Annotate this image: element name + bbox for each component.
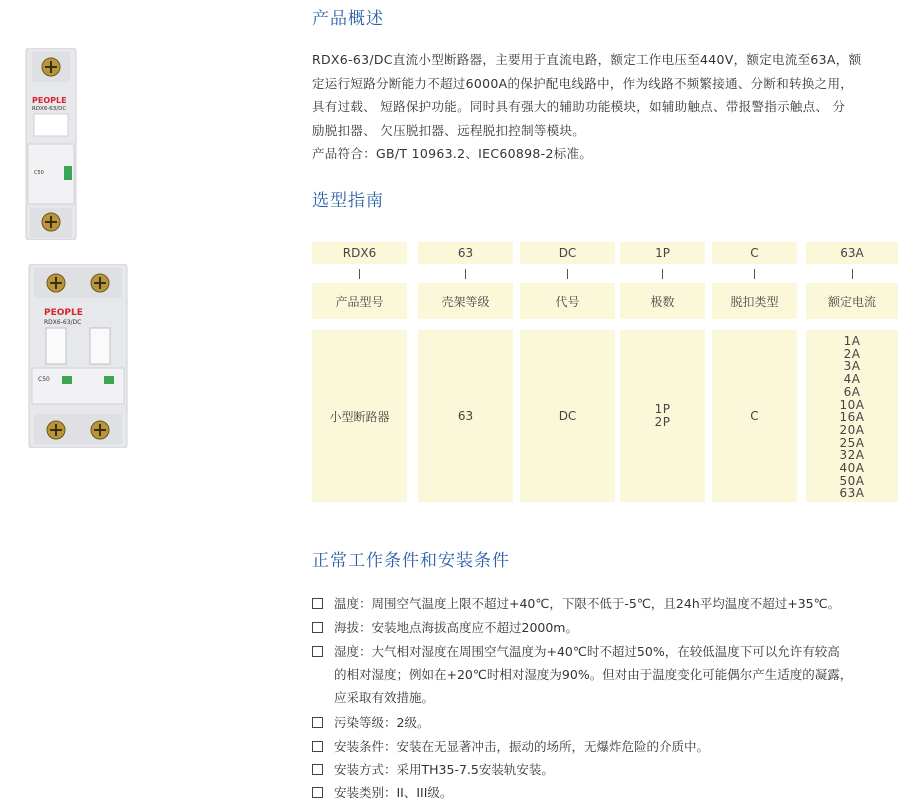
current-option: 1A xyxy=(843,334,861,348)
current-option: 25A xyxy=(839,435,865,450)
condition-line: 的相对湿度；例如在+20℃时相对湿度为90%。但对由于温度变化可能偶尔产生适度的凝露， xyxy=(334,667,853,682)
connector-line xyxy=(465,269,466,279)
overview-line: 励脱扣器、 欠压脱扣器、远程脱扣控制等模块。 xyxy=(312,122,586,138)
overview-text xyxy=(312,48,912,166)
label-cell-current: 额定电流 xyxy=(806,283,898,319)
current-option: 32A xyxy=(839,448,865,463)
breaker-2p-drawing xyxy=(28,264,128,448)
pole-option: 2P xyxy=(654,415,671,429)
current-option: 6A xyxy=(843,384,861,399)
current-option: 20A xyxy=(839,422,865,437)
checkbox-icon xyxy=(312,622,323,633)
current-option: 4A xyxy=(843,372,861,387)
value-cell-frame: 63 xyxy=(418,330,513,502)
label-cell-model: 产品型号 xyxy=(312,283,407,319)
brand-logo: PEOPLE xyxy=(32,96,67,105)
current-option: 10A xyxy=(839,397,865,412)
connector-line xyxy=(852,269,853,279)
current-option: 63A xyxy=(839,486,865,501)
checkbox-icon xyxy=(312,764,323,775)
connector-line xyxy=(754,269,755,279)
rating-label: C50 xyxy=(34,170,44,176)
condition-text: 海拔：安装地点海拔高度应不超过2000m。 xyxy=(334,620,578,635)
code-cell-poles: 1P xyxy=(620,242,705,264)
checkbox-icon xyxy=(312,787,323,798)
value-cell-code: DC xyxy=(520,330,615,502)
rating-label: C50 xyxy=(38,376,50,383)
condition-text: 温度：周围空气温度上限不超过+40℃，下限不低于-5℃，且24h平均温度不超过+35℃。 xyxy=(334,596,841,611)
label-cell-code: 代号 xyxy=(520,283,615,319)
current-option: 3A xyxy=(843,359,861,374)
connector-line xyxy=(359,269,360,279)
code-cell-model: RDX6 xyxy=(312,242,407,264)
checkbox-icon xyxy=(312,717,323,728)
product-image-2p xyxy=(28,264,128,448)
code-cell-code: DC xyxy=(520,242,615,264)
brand-logo: PEOPLE xyxy=(44,308,83,318)
connector-line xyxy=(567,269,568,279)
code-cell-frame: 63 xyxy=(418,242,513,264)
overview-line: 具有过载、 短路保护功能。同时具有强大的辅助功能模块，如辅助触点、带报警指示触点、 分 xyxy=(312,99,846,114)
condition-text: 安装类别：II、III级。 xyxy=(334,785,453,800)
overview-line: 产品符合：GB/T 10963.2、IEC60898-2标准。 xyxy=(312,146,593,161)
condition-text: 安装方式：采用TH35-7.5安装轨安装。 xyxy=(334,762,554,777)
label-cell-poles: 极数 xyxy=(620,283,705,319)
value-cell-model: 小型断路器 xyxy=(312,330,407,502)
breaker-1p-drawing xyxy=(24,48,78,240)
conditions-heading: 正常工作条件和安装条件 xyxy=(312,551,510,571)
product-image-1p xyxy=(24,48,78,240)
condition-line: 湿度：大气相对湿度在周围空气温度为+40℃时不超过50%，在较低温度下可以允许有较高 xyxy=(334,644,840,659)
checkbox-icon xyxy=(312,741,323,752)
condition-text: 污染等级：2级。 xyxy=(334,715,430,730)
model-label: RDX6-63/DC xyxy=(44,319,82,326)
overview-line: 定运行短路分断能力不超过6000A的保护配电线路中，作为线路不频繁接通、分断和转换之用， xyxy=(312,75,854,91)
overview-line: RDX6-63/DC直流小型断路器，主要用于直流电路，额定工作电压至440V，额定电流至63A，额 xyxy=(312,52,862,67)
current-option: 16A xyxy=(839,410,865,425)
current-option: 2A xyxy=(843,346,861,361)
current-option: 40A xyxy=(839,461,865,476)
connector-line xyxy=(662,269,663,279)
current-option: 50A xyxy=(839,473,865,488)
code-cell-trip: C xyxy=(712,242,797,264)
value-cell-current xyxy=(806,330,898,502)
pole-option: 1P xyxy=(654,402,671,417)
code-cell-current: 63A xyxy=(806,242,898,264)
label-cell-frame: 壳架等级 xyxy=(418,283,513,319)
value-cell-trip: C xyxy=(712,330,797,502)
checkbox-icon xyxy=(312,598,323,609)
checkbox-icon xyxy=(312,646,323,657)
model-label: RDX6-63/DC xyxy=(32,106,67,112)
condition-text xyxy=(334,640,919,709)
overview-heading: 产品概述 xyxy=(312,9,384,29)
condition-text: 安装条件：安装在无显著冲击，振动的场所，无爆炸危险的介质中。 xyxy=(334,739,710,754)
condition-line: 应采取有效措施。 xyxy=(334,690,435,705)
value-cell-poles xyxy=(620,330,705,502)
label-cell-trip: 脱扣类型 xyxy=(712,283,797,319)
selection-heading: 选型指南 xyxy=(312,191,384,211)
